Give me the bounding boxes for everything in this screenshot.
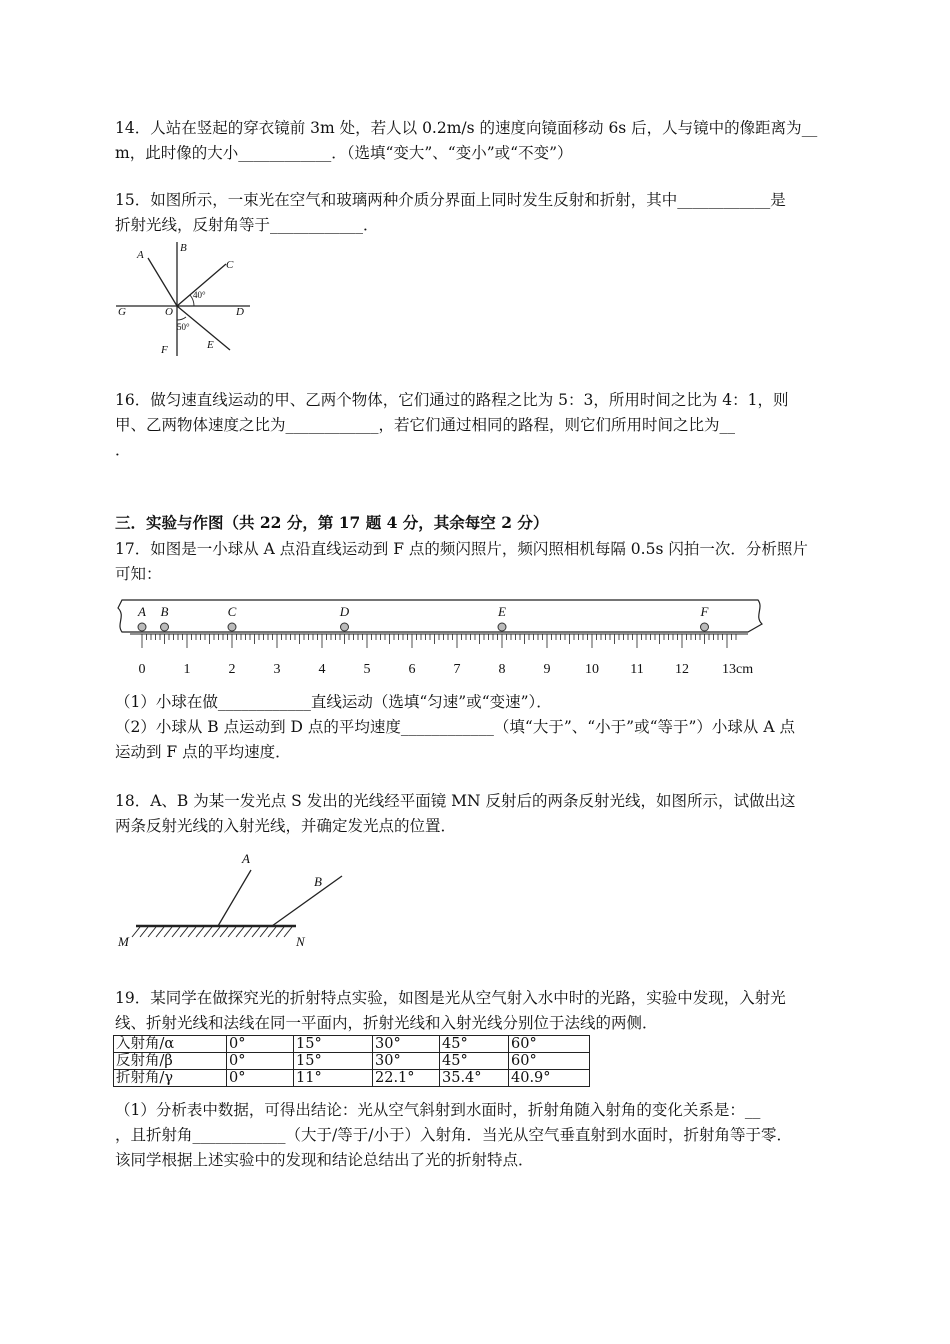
hatch-line <box>164 927 172 937</box>
figure-label-g: G <box>118 306 126 318</box>
question-19 <box>115 986 840 1036</box>
q18-line-1: 18．A、B 为某一发光点 S 发出的光线经平面镜 MN 反射后的两条反射光线，如图所示，试做出这 <box>115 792 796 810</box>
hatch-line <box>132 927 140 937</box>
ruler-tick-label: 8 <box>498 662 506 677</box>
ray-a <box>148 258 177 306</box>
ball-position-label: E <box>498 604 506 619</box>
section-3-heading <box>115 511 840 536</box>
ruler-body <box>118 600 762 632</box>
question-17 <box>115 537 840 587</box>
figure-label-b: B <box>180 242 187 254</box>
q17-sub-1: （1）小球在做____________直线运动（选填“匀速”或“变速”）． <box>115 693 552 711</box>
hatch-line <box>268 927 276 937</box>
ball-position-label: B <box>160 604 169 619</box>
table-cell: 40.9° <box>509 1070 590 1087</box>
q15-line-2: 折射光线，反射角等于____________． <box>115 216 379 234</box>
q19-line-1: 19．某同学在做探究光的折射特点实验，如图是光从空气射入水中时的光路，实验中发现，入射光 <box>115 989 786 1007</box>
q15-reflection-refraction-figure <box>110 238 270 366</box>
ruler-tick-label: 2 <box>228 662 236 677</box>
figure-label-e: E <box>207 339 214 351</box>
q17-sub-2b: 运动到 F 点的平均速度． <box>115 743 291 761</box>
ruler-tick-label: 1 <box>183 662 191 677</box>
q19-sub-1b: ，且折射角____________（大于/等于/小于）入射角．当光从空气垂直射到水面时，折射角等于零． <box>115 1126 792 1144</box>
ball-position <box>228 623 236 631</box>
q17-line-1: 17．如图是一小球从 A 点沿直线运动到 F 点的频闪照片，频闪照相机每隔 0.5s 闪拍一次．分析照片 <box>115 540 808 558</box>
ruler-tick-label: 10 <box>585 662 599 677</box>
q19-sub-1c: 该同学根据上述实验中的发现和结论总结出了光的折射特点． <box>115 1151 534 1169</box>
ruler-tick-label: 11 <box>630 662 644 677</box>
q16-line-2: 甲、乙两物体速度之比为____________，若它们通过相同的路程，则它们所用时间之比为__ <box>115 416 736 434</box>
table-cell: 60° <box>509 1053 590 1070</box>
table-cell: 入射角/α <box>114 1036 227 1053</box>
mirror-label-m: M <box>118 934 129 949</box>
q19-angle-table <box>113 1035 590 1087</box>
mirror-label-b: B <box>314 874 322 889</box>
table-cell: 0° <box>227 1053 294 1070</box>
section-3-heading-text: 三．实验与作图（共 22 分，第 17 题 4 分，其余每空 2 分） <box>115 513 549 532</box>
table-cell: 45° <box>440 1053 509 1070</box>
hatch-line <box>140 927 148 937</box>
ruler-tick-label: 0 <box>138 662 146 677</box>
hatch-line <box>148 927 156 937</box>
ball-position <box>161 623 169 631</box>
q18-line-2: 两条反射光线的入射光线，并确定发光点的位置． <box>115 817 457 835</box>
table-cell: 折射角/γ <box>114 1070 227 1087</box>
hatch-line <box>284 927 292 937</box>
hatch-line <box>220 927 228 937</box>
q17-line-2: 可知： <box>115 565 162 583</box>
hatch-line <box>172 927 180 937</box>
ball-position-label: F <box>700 604 709 619</box>
angle-50-arc <box>177 317 186 320</box>
table-cell: 11° <box>294 1070 373 1087</box>
ruler-tick-label: 7 <box>453 662 461 677</box>
q14-line-1: 14．人站在竖起的穿衣镜前 3m 处，若人以 0.2m/s 的速度向镜面移动 6s 后，人与镜中的像距离为__ <box>115 119 818 137</box>
ball-position-label: C <box>227 604 237 619</box>
q19-subquestions <box>115 1098 840 1173</box>
ruler-tick-label: 3 <box>273 662 281 677</box>
table-cell: 15° <box>294 1053 373 1070</box>
table-cell: 0° <box>227 1036 294 1053</box>
hatch-line <box>204 927 212 937</box>
ball-position-label: D <box>339 604 350 619</box>
ruler-ticks <box>142 634 736 648</box>
hatch-line <box>180 927 188 937</box>
hatch-line <box>188 927 196 937</box>
figure-label-f: F <box>161 344 168 356</box>
hatch-line <box>252 927 260 937</box>
q19-line-2: 线、折射光线和法线在同一平面内，折射光线和入射光线分别位于法线的两侧． <box>115 1014 658 1032</box>
q16-line-3: ． <box>115 441 131 459</box>
reflected-ray-b <box>272 876 342 926</box>
hatch-line <box>156 927 164 937</box>
ruler-tick-label: 12 <box>675 662 689 677</box>
q14-line-2: m，此时像的大小____________．（选填“变大”、“变小”或“不变”） <box>115 144 573 162</box>
question-15 <box>115 188 840 238</box>
question-18 <box>115 789 840 839</box>
ruler-ball-positions <box>137 604 710 631</box>
mirror-label-n: N <box>296 934 305 949</box>
hatch-line <box>244 927 252 937</box>
hatch-line <box>196 927 204 937</box>
ruler-tick-labels <box>139 662 754 677</box>
q17-ruler-photo-figure <box>112 594 772 680</box>
mirror-hatching <box>132 927 292 937</box>
ruler-tick-label: 9 <box>543 662 551 677</box>
q15-line-1: 15．如图所示，一束光在空气和玻璃两种介质分界面上同时发生反射和折射，其中____________是 <box>115 191 786 209</box>
ball-position <box>701 623 709 631</box>
ball-position <box>341 623 349 631</box>
reflected-ray-a <box>218 870 251 926</box>
ruler-tick-label: 5 <box>363 662 371 677</box>
ruler-tick-label: 6 <box>408 662 416 677</box>
hatch-line <box>276 927 284 937</box>
figure-label-a: A <box>137 249 144 261</box>
table-cell: 30° <box>373 1053 440 1070</box>
ruler-tick-label: 13cm <box>722 662 754 677</box>
mirror-label-a: A <box>242 851 250 866</box>
q17-subquestions <box>115 690 840 765</box>
hatch-line <box>260 927 268 937</box>
figure-label-d: D <box>236 306 244 318</box>
q16-line-1: 16．做匀速直线运动的甲、乙两个物体，它们通过的路程之比为 5：3，所用时间之比为 4：1，则 <box>115 391 789 409</box>
ball-position <box>498 623 506 631</box>
table-cell: 0° <box>227 1070 294 1087</box>
table-cell: 反射角/β <box>114 1053 227 1070</box>
table-row <box>114 1070 590 1087</box>
figure-label-c: C <box>226 259 234 271</box>
table-cell: 35.4° <box>440 1070 509 1087</box>
question-14 <box>115 116 840 166</box>
angle-label-50: 50° <box>177 322 190 332</box>
ball-position <box>138 623 146 631</box>
table-cell: 45° <box>440 1036 509 1053</box>
table-cell: 22.1° <box>373 1070 440 1087</box>
hatch-line <box>236 927 244 937</box>
angle-label-40: 40° <box>193 290 206 300</box>
hatch-line <box>212 927 220 937</box>
ruler-tick-label: 4 <box>318 662 326 677</box>
table-row <box>114 1036 590 1053</box>
table-cell: 15° <box>294 1036 373 1053</box>
ball-position-label: A <box>138 604 146 619</box>
table-cell: 30° <box>373 1036 440 1053</box>
q18-plane-mirror-figure <box>110 846 360 954</box>
figure-label-o: O <box>165 306 173 318</box>
q19-sub-1a: （1）分析表中数据，可得出结论：光从空气斜射到水面时，折射角随入射角的变化关系是：__ <box>115 1101 761 1119</box>
question-16 <box>115 388 840 463</box>
table-cell: 60° <box>509 1036 590 1053</box>
hatch-line <box>228 927 236 937</box>
q17-sub-2a: （2）小球从 B 点运动到 D 点的平均速度____________（填“大于”、“小于”或“等于”）小球从 A 点 <box>115 718 795 736</box>
table-row <box>114 1053 590 1070</box>
